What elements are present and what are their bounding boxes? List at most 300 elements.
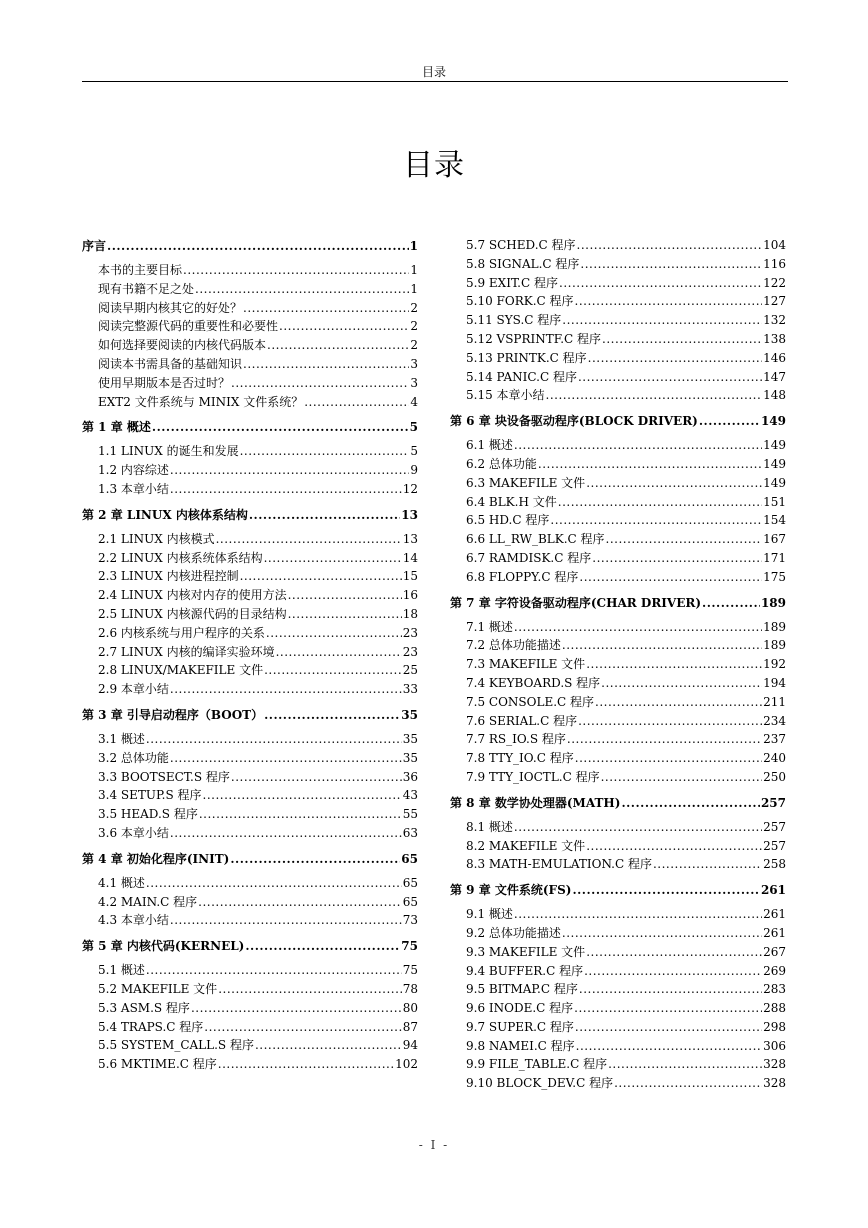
toc-entry-title: 8.2 MAKEFILE 文件 xyxy=(466,838,586,853)
toc-section-entry[interactable] xyxy=(450,962,786,981)
toc-entry-title: 阅读完整源代码的重要性和必要性 xyxy=(98,319,279,334)
toc-entry-page: 167 xyxy=(763,532,786,547)
toc-leader-dots xyxy=(621,793,759,814)
toc-leader-dots xyxy=(146,730,402,749)
toc-entry-page: 261 xyxy=(760,883,786,898)
toc-entry-title: 9.6 INODE.C 程序 xyxy=(466,1001,574,1016)
toc-leader-dots xyxy=(146,961,402,980)
toc-entry-page: 149 xyxy=(763,456,786,471)
toc-entry-page: 35 xyxy=(402,750,418,765)
toc-leader-dots xyxy=(586,474,762,493)
toc-entry-title: 5.13 PRINTK.C 程序 xyxy=(466,350,587,365)
toc-entry-page: 35 xyxy=(402,731,418,746)
toc-section-entry[interactable] xyxy=(82,661,418,680)
toc-leader-dots xyxy=(584,962,762,981)
toc-section-entry[interactable] xyxy=(82,374,418,393)
toc-leader-dots xyxy=(546,386,763,405)
toc-section-entry[interactable] xyxy=(450,511,786,530)
toc-entry-title: 7.8 TTY_IO.C 程序 xyxy=(466,751,574,766)
toc-leader-dots xyxy=(559,274,762,293)
toc-chapter-entry[interactable] xyxy=(450,593,786,614)
toc-leader-dots xyxy=(576,1037,762,1056)
toc-section-entry[interactable] xyxy=(450,943,786,962)
toc-entry-title: 序言 xyxy=(82,239,107,253)
toc-entry-title: 3.6 本章小结 xyxy=(98,825,169,840)
toc-leader-dots xyxy=(614,1074,762,1093)
toc-entry-title: 3.1 概述 xyxy=(98,731,145,746)
toc-section-entry[interactable] xyxy=(82,1055,418,1074)
toc-leader-dots xyxy=(203,786,402,805)
toc-section-entry[interactable] xyxy=(82,961,418,980)
toc-section-entry[interactable] xyxy=(82,480,418,499)
toc-entry-title: EXT2 文件系统与 MINIX 文件系统？ xyxy=(98,394,304,409)
toc-leader-dots xyxy=(249,505,400,526)
toc-entry-page: 104 xyxy=(763,238,786,252)
toc-leader-dots xyxy=(146,874,402,893)
toc-entry-page: 149 xyxy=(763,475,786,490)
toc-leader-dots xyxy=(170,461,409,480)
toc-entry-page: 1 xyxy=(410,263,418,277)
toc-section-entry[interactable] xyxy=(82,461,418,480)
toc-entry-title: 5.3 ASM.S 程序 xyxy=(98,1000,190,1015)
toc-leader-dots xyxy=(575,292,763,311)
toc-entry-title: 7.9 TTY_IOCTL.C 程序 xyxy=(466,769,600,784)
toc-entry-page: 78 xyxy=(402,981,418,996)
toc-section-entry[interactable] xyxy=(450,530,786,549)
toc-leader-dots xyxy=(580,255,762,274)
toc-entry-page: 211 xyxy=(763,694,786,709)
toc-entry-page: 87 xyxy=(402,1019,418,1034)
toc-chapter-entry[interactable] xyxy=(82,705,418,726)
toc-section-entry[interactable] xyxy=(82,980,418,999)
toc-section-entry[interactable] xyxy=(82,586,418,605)
toc-section-entry[interactable] xyxy=(450,1037,786,1056)
toc-entry-title: 8.1 概述 xyxy=(466,819,513,834)
toc-leader-dots xyxy=(266,624,402,643)
toc-entry-title: 5.4 TRAPS.C 程序 xyxy=(98,1019,204,1034)
toc-section-entry[interactable] xyxy=(450,236,786,255)
toc-leader-dots xyxy=(602,330,762,349)
toc-entry-title: 9.7 SUPER.C 程序 xyxy=(466,1019,574,1034)
toc-section-entry[interactable] xyxy=(450,693,786,712)
toc-leader-dots xyxy=(288,605,402,624)
toc-leader-dots xyxy=(191,999,402,1018)
toc-entry-page: 80 xyxy=(402,1000,418,1015)
toc-leader-dots xyxy=(538,455,762,474)
toc-section-entry[interactable] xyxy=(82,1018,418,1037)
toc-entry-page: 237 xyxy=(763,732,786,747)
toc-entry-page: 283 xyxy=(763,982,786,997)
toc-chapter-entry[interactable] xyxy=(82,236,418,257)
toc-chapter-entry[interactable] xyxy=(82,505,418,526)
toc-entry-title: 9.5 BITMAP.C 程序 xyxy=(466,982,578,997)
toc-entry-title: 第 3 章 引导启动程序（BOOT） xyxy=(82,707,264,722)
toc-entry-title: 5.14 PANIC.C 程序 xyxy=(466,369,577,384)
toc-entry-title: 3.2 总体功能 xyxy=(98,750,169,765)
toc-leader-dots xyxy=(231,374,409,393)
toc-entry-page: 149 xyxy=(760,414,786,429)
toc-entry-page: 151 xyxy=(763,494,786,509)
toc-section-entry[interactable] xyxy=(450,274,786,293)
toc-section-entry[interactable] xyxy=(450,749,786,768)
toc-leader-dots xyxy=(595,693,762,712)
toc-entry-page: 5 xyxy=(409,420,418,435)
toc-entry-page: 3 xyxy=(410,375,418,390)
toc-section-entry[interactable] xyxy=(82,730,418,749)
toc-section-entry[interactable] xyxy=(82,893,418,912)
toc-entry-page: 4 xyxy=(410,394,418,409)
running-header-title: 目录 xyxy=(421,65,446,79)
toc-entry-page: 189 xyxy=(763,638,786,653)
toc-leader-dots xyxy=(550,511,762,530)
toc-entry-page: 267 xyxy=(763,944,786,959)
toc-leader-dots xyxy=(245,936,400,957)
toc-entry-title: 2.8 LINUX/MAKEFILE 文件 xyxy=(98,663,264,678)
toc-section-entry[interactable] xyxy=(450,568,786,587)
toc-entry-title: 6.6 LL_RW_BLK.C 程序 xyxy=(466,532,605,547)
toc-entry-title: 6.8 FLOPPY.C 程序 xyxy=(466,569,579,584)
toc-section-entry[interactable] xyxy=(82,530,418,549)
toc-section-entry[interactable] xyxy=(82,280,418,299)
toc-leader-dots xyxy=(264,661,402,680)
toc-section-entry[interactable] xyxy=(450,837,786,856)
toc-leader-dots xyxy=(170,749,402,768)
toc-section-entry[interactable] xyxy=(82,643,418,662)
toc-leader-dots xyxy=(304,393,409,412)
toc-entry-title: 2.1 LINUX 内核模式 xyxy=(98,531,215,546)
toc-section-entry[interactable] xyxy=(82,261,418,280)
toc-entry-page: 298 xyxy=(763,1019,786,1034)
toc-entry-page: 171 xyxy=(763,550,786,565)
toc-entry-title: 1.3 本章小结 xyxy=(98,481,169,496)
toc-entry-page: 65 xyxy=(402,875,418,890)
toc-entry-page: 154 xyxy=(763,513,786,528)
toc-leader-dots xyxy=(170,824,402,843)
toc-entry-page: 63 xyxy=(402,825,418,840)
toc-leader-dots xyxy=(606,530,763,549)
toc-leader-dots xyxy=(240,442,410,461)
toc-chapter-entry[interactable] xyxy=(82,849,418,870)
header-rule xyxy=(82,81,788,82)
toc-entry-page: 3 xyxy=(410,356,418,371)
toc-entry-page: 2 xyxy=(410,319,418,334)
toc-section-entry[interactable] xyxy=(450,712,786,731)
toc-entry-title: 5.7 SCHED.C 程序 xyxy=(466,238,576,252)
toc-entry-title: 3.5 HEAD.S 程序 xyxy=(98,807,198,822)
toc-entry-title: 5.15 本章小结 xyxy=(466,388,545,403)
toc-leader-dots xyxy=(578,712,762,731)
toc-entry-page: 13 xyxy=(401,507,418,522)
toc-section-entry[interactable] xyxy=(82,393,418,412)
toc-section-entry[interactable] xyxy=(450,905,786,924)
toc-entry-page: 147 xyxy=(763,369,786,384)
toc-section-entry[interactable] xyxy=(450,980,786,999)
toc-section-entry[interactable] xyxy=(450,349,786,368)
toc-leader-dots xyxy=(588,349,762,368)
toc-chapter-entry[interactable] xyxy=(450,880,786,901)
toc-entry-page: 116 xyxy=(763,256,786,271)
toc-entry-page: 288 xyxy=(763,1001,786,1016)
toc-section-entry[interactable] xyxy=(450,1074,786,1093)
toc-section-entry[interactable] xyxy=(450,311,786,330)
toc-section-entry[interactable] xyxy=(82,1036,418,1055)
toc-entry-title: 5.1 概述 xyxy=(98,963,145,978)
toc-entry-page: 194 xyxy=(763,675,786,690)
toc-section-entry[interactable] xyxy=(82,442,418,461)
toc-entry-title: 7.4 KEYBOARD.S 程序 xyxy=(466,675,601,690)
toc-entry-title: 9.2 总体功能描述 xyxy=(466,925,561,940)
toc-entry-page: 148 xyxy=(763,388,786,403)
toc-section-entry[interactable] xyxy=(82,299,418,318)
toc-leader-dots xyxy=(218,980,402,999)
toc-entry-title: 7.7 RS_IO.S 程序 xyxy=(466,732,566,747)
toc-section-entry[interactable] xyxy=(82,567,418,586)
toc-entry-title: 6.4 BLK.H 文件 xyxy=(466,494,557,509)
toc-entry-title: 6.7 RAMDISK.C 程序 xyxy=(466,550,592,565)
toc-entry-title: 9.10 BLOCK_DEV.C 程序 xyxy=(466,1076,614,1091)
toc-section-entry[interactable] xyxy=(450,674,786,693)
toc-entry-title: 本书的主要目标 xyxy=(98,263,183,277)
toc-entry-page: 261 xyxy=(763,925,786,940)
toc-entry-title: 6.2 总体功能 xyxy=(466,456,537,471)
toc-entry-title: 5.11 SYS.C 程序 xyxy=(466,313,562,328)
toc-leader-dots xyxy=(170,911,402,930)
toc-leader-dots xyxy=(276,643,402,662)
toc-leader-dots xyxy=(601,674,762,693)
toc-entry-title: 5.8 SIGNAL.C 程序 xyxy=(466,256,580,271)
toc-leader-dots xyxy=(204,1018,401,1037)
toc-entry-title: 2.4 LINUX 内核对内存的使用方法 xyxy=(98,588,287,603)
toc-section-entry[interactable] xyxy=(82,786,418,805)
toc-leader-dots xyxy=(592,549,762,568)
toc-leader-dots xyxy=(195,280,409,299)
toc-section-entry[interactable] xyxy=(450,855,786,874)
toc-entry-title: 第 9 章 文件系统(FS) xyxy=(450,883,572,898)
toc-entry-page: 258 xyxy=(763,857,786,872)
toc-entry-title: 2.5 LINUX 内核源代码的目录结构 xyxy=(98,606,287,621)
toc-entry-title: 第 6 章 块设备驱动程序(BLOCK DRIVER) xyxy=(450,414,698,429)
toc-section-entry[interactable] xyxy=(450,636,786,655)
toc-entry-page: 2 xyxy=(410,300,418,315)
toc-section-entry[interactable] xyxy=(82,911,418,930)
toc-chapter-entry[interactable] xyxy=(82,417,418,438)
toc-entry-page: 5 xyxy=(410,444,418,459)
toc-entry-page: 1 xyxy=(410,281,418,296)
toc-entry-page: 328 xyxy=(763,1076,786,1091)
toc-chapter-entry[interactable] xyxy=(82,936,418,957)
toc-section-entry[interactable] xyxy=(450,1055,786,1074)
toc-entry-page: 23 xyxy=(402,644,418,659)
toc-section-entry[interactable] xyxy=(450,818,786,837)
toc-leader-dots xyxy=(577,236,763,255)
toc-leader-dots xyxy=(288,586,402,605)
toc-section-entry[interactable] xyxy=(450,618,786,637)
toc-entry-page: 12 xyxy=(402,481,418,496)
toc-leader-dots xyxy=(199,805,402,824)
toc-leader-dots xyxy=(514,618,762,637)
toc-leader-dots xyxy=(601,768,762,787)
toc-leader-dots xyxy=(653,855,762,874)
toc-entry-page: 132 xyxy=(763,313,786,328)
toc-entry-page: 94 xyxy=(402,1038,418,1053)
toc-chapter-entry[interactable] xyxy=(450,793,786,814)
toc-section-entry[interactable] xyxy=(450,999,786,1018)
toc-leader-dots xyxy=(240,567,402,586)
toc-section-entry[interactable] xyxy=(450,474,786,493)
toc-entry-page: 189 xyxy=(760,595,786,610)
toc-section-entry[interactable] xyxy=(82,605,418,624)
toc-entry-title: 阅读本书需具备的基础知识 xyxy=(98,356,243,371)
page-title: 目录 xyxy=(403,148,465,183)
toc-leader-dots xyxy=(243,299,409,318)
toc-section-entry[interactable] xyxy=(450,730,786,749)
toc-section-entry[interactable] xyxy=(82,768,418,787)
toc-entry-title: 如何选择要阅读的内核代码版本 xyxy=(98,338,267,353)
toc-section-entry[interactable] xyxy=(450,924,786,943)
toc-entry-title: 3.3 BOOTSECT.S 程序 xyxy=(98,769,230,784)
toc-leader-dots xyxy=(579,568,762,587)
toc-entry-title: 7.2 总体功能描述 xyxy=(466,638,561,653)
toc-entry-page: 65 xyxy=(402,894,418,909)
toc-entry-title: 9.4 BUFFER.C 程序 xyxy=(466,963,584,978)
toc-section-entry[interactable] xyxy=(450,255,786,274)
toc-section-entry[interactable] xyxy=(82,805,418,824)
toc-entry-page: 55 xyxy=(402,807,418,822)
toc-leader-dots xyxy=(578,368,762,387)
toc-entry-title: 第 2 章 LINUX 内核体系结构 xyxy=(82,507,248,522)
toc-leader-dots xyxy=(586,837,762,856)
toc-section-entry[interactable] xyxy=(82,549,418,568)
toc-leader-dots xyxy=(170,480,402,499)
toc-entry-page: 257 xyxy=(763,819,786,834)
toc-leader-dots xyxy=(170,680,402,699)
toc-leader-dots xyxy=(264,549,402,568)
toc-leader-dots xyxy=(574,999,762,1018)
toc-leader-dots xyxy=(198,893,402,912)
toc-section-entry[interactable] xyxy=(450,768,786,787)
toc-section-entry[interactable] xyxy=(82,749,418,768)
toc-leader-dots xyxy=(586,655,762,674)
toc-leader-dots xyxy=(575,749,762,768)
toc-entry-title: 5.6 MKTIME.C 程序 xyxy=(98,1057,217,1072)
toc-entry-page: 102 xyxy=(395,1057,418,1072)
toc-entry-title: 1.2 内容综述 xyxy=(98,463,169,478)
toc-entry-title: 7.6 SERIAL.C 程序 xyxy=(466,713,578,728)
toc-entry-page: 25 xyxy=(402,663,418,678)
toc-entry-page: 18 xyxy=(402,606,418,621)
toc-section-entry[interactable] xyxy=(82,317,418,336)
toc-leader-dots xyxy=(279,317,409,336)
toc-section-entry[interactable] xyxy=(82,336,418,355)
toc-entry-page: 175 xyxy=(763,569,786,584)
toc-section-entry[interactable] xyxy=(450,549,786,568)
toc-entry-title: 第 5 章 内核代码(KERNEL) xyxy=(82,939,245,954)
toc-entry-title: 5.5 SYSTEM_CALL.S 程序 xyxy=(98,1038,254,1053)
toc-entry-page: 16 xyxy=(402,588,418,603)
toc-leader-dots xyxy=(230,849,400,870)
toc-entry-page: 36 xyxy=(402,769,418,784)
toc-section-entry[interactable] xyxy=(82,355,418,374)
toc-entry-page: 234 xyxy=(763,713,786,728)
toc-entry-page: 75 xyxy=(401,939,418,954)
toc-entry-page: 2 xyxy=(410,338,418,353)
toc-chapter-entry[interactable] xyxy=(450,411,786,432)
toc-section-entry[interactable] xyxy=(450,1018,786,1037)
toc-section-entry[interactable] xyxy=(82,999,418,1018)
toc-leader-dots xyxy=(183,261,409,280)
toc-section-entry[interactable] xyxy=(450,386,786,405)
toc-entry-title: 5.12 VSPRINTF.C 程序 xyxy=(466,331,602,346)
toc-entry-page: 1 xyxy=(409,239,418,253)
toc-entry-title: 第 1 章 概述 xyxy=(82,420,151,435)
toc-entry-title: 6.1 概述 xyxy=(466,438,513,453)
toc-leader-dots xyxy=(702,593,760,614)
toc-entry-title: 4.2 MAIN.C 程序 xyxy=(98,894,198,909)
toc-section-entry[interactable] xyxy=(82,624,418,643)
toc-entry-title: 第 7 章 字符设备驱动程序(CHAR DRIVER) xyxy=(450,595,702,610)
toc-section-entry[interactable] xyxy=(450,292,786,311)
toc-column-left xyxy=(82,236,418,1074)
toc-leader-dots xyxy=(152,417,409,438)
toc-leader-dots xyxy=(514,436,762,455)
toc-entry-title: 现有书籍不足之处 xyxy=(98,281,195,296)
toc-leader-dots xyxy=(579,980,762,999)
toc-leader-dots xyxy=(575,1018,762,1037)
toc-entry-title: 7.1 概述 xyxy=(466,619,513,634)
toc-leader-dots xyxy=(216,530,402,549)
toc-leader-dots xyxy=(572,880,760,901)
toc-section-entry[interactable] xyxy=(82,874,418,893)
toc-entry-title: 2.2 LINUX 内核系统体系结构 xyxy=(98,550,263,565)
toc-entry-page: 189 xyxy=(763,619,786,634)
toc-entry-page: 33 xyxy=(402,682,418,697)
toc-entry-page: 35 xyxy=(401,707,418,722)
toc-entry-title: 7.3 MAKEFILE 文件 xyxy=(466,657,586,672)
toc-section-entry[interactable] xyxy=(82,824,418,843)
toc-leader-dots xyxy=(586,943,762,962)
toc-leader-dots xyxy=(243,355,409,374)
toc-section-entry[interactable] xyxy=(450,455,786,474)
toc-leader-dots xyxy=(514,905,762,924)
toc-section-entry[interactable] xyxy=(450,330,786,349)
toc-leader-dots xyxy=(562,636,762,655)
toc-entry-title: 阅读早期内核其它的好处？ xyxy=(98,300,243,315)
toc-entry-title: 8.3 MATH-EMULATION.C 程序 xyxy=(466,857,652,872)
toc-leader-dots xyxy=(699,411,760,432)
toc-entry-title: 使用早期版本是否过时？ xyxy=(98,375,231,390)
toc-section-entry[interactable] xyxy=(82,680,418,699)
toc-section-entry[interactable] xyxy=(450,655,786,674)
toc-entry-title: 2.7 LINUX 内核的编译实验环境 xyxy=(98,644,275,659)
toc-entry-page: 43 xyxy=(402,788,418,803)
toc-entry-title: 4.1 概述 xyxy=(98,875,145,890)
toc-leader-dots xyxy=(218,1055,394,1074)
toc-leader-dots xyxy=(255,1036,402,1055)
toc-section-entry[interactable] xyxy=(450,493,786,512)
toc-entry-title: 5.10 FORK.C 程序 xyxy=(466,294,574,309)
toc-section-entry[interactable] xyxy=(450,436,786,455)
toc-entry-page: 13 xyxy=(402,531,418,546)
toc-entry-title: 2.6 内核系统与用户程序的关系 xyxy=(98,625,265,640)
toc-leader-dots xyxy=(558,493,762,512)
toc-section-entry[interactable] xyxy=(450,368,786,387)
toc-leader-dots xyxy=(231,768,402,787)
toc-entry-page: 328 xyxy=(763,1057,786,1072)
toc-entry-title: 3.4 SETUP.S 程序 xyxy=(98,788,202,803)
toc-entry-title: 第 4 章 初始化程序(INIT) xyxy=(82,851,230,866)
toc-entry-title: 5.2 MAKEFILE 文件 xyxy=(98,981,218,996)
toc-entry-page: 73 xyxy=(402,913,418,928)
